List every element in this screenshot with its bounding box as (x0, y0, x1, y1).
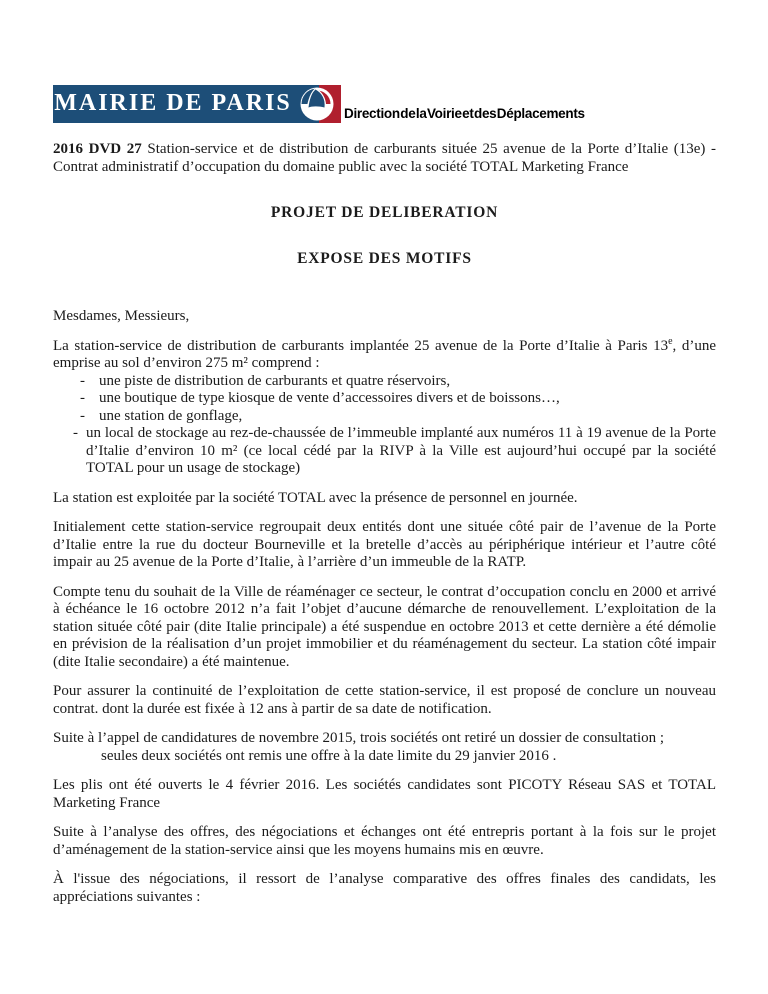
document-header (53, 85, 716, 123)
reference-line (53, 141, 716, 176)
bullet-text: une boutique de type kiosque de vente d’accessoires divers et de boissons…, (99, 390, 560, 406)
paragraph-candidatures (53, 730, 716, 765)
candidatures-line1: Suite à l’appel de candidatures de novembre 2015, trois sociétés ont retiré un dossier de consultation ; (53, 730, 665, 746)
bullet-dash: - (80, 407, 85, 424)
paragraph-analyse-offres: Suite à l’analyse des offres, des négociations et échanges ont été entrepris portant à la fois sur le projet d’aménagement de la station-service ainsi que les moyens humains mis en œuvre. (53, 824, 716, 858)
heading-expose-des-motifs: EXPOSE DES MOTIFS (297, 249, 472, 267)
paragraph-les-plis: Les plis ont été ouverts le 4 février 2016. Les sociétés candidates sont PICOTY Réseau SAS et TOTAL Marketing France (53, 777, 716, 811)
bullet-dash: - (80, 390, 85, 406)
paragraph-station-exploitee: La station est exploitée par la société TOTAL avec la présence de personnel en journée. (53, 489, 578, 506)
paragraph-issue-negociations: À l'issue des négociations, il ressort de l’analyse comparative des offres finales des candidats, les appréciations suivantes : (53, 871, 716, 905)
reference-subject: Station-service et de distribution de carburants située 25 avenue de la Porte d’Italie (13e) - Contrat administratif d’occupation du domaine public avec la société TOTAL Marketing France (53, 141, 717, 175)
heading-projet-de-deliberation: PROJET DE DELIBERATION (270, 204, 499, 221)
superscript-e: e (668, 335, 673, 347)
intro-text-after-sup: , d’une emprise au sol d’environ 275 m² comprend : (53, 337, 717, 371)
bullet-text: une station de gonflage, (99, 407, 243, 424)
bullet-dash: - (80, 372, 85, 389)
intro-text-before-sup: La station-service de distribution de carburants implantée 25 avenue de la Porte d’Italie à Paris 13 (53, 337, 669, 354)
bullet-text: un local de stockage au rez-de-chaussée de l’immeuble implanté aux numéros 11 à 19 avenue de la Porte d’Italie d’environ 10 m² (ce local cédé par la RIVP à la Ville est aujourd’hui occupé par la société TOTAL pour un usage de stockage) (86, 425, 716, 476)
paragraph-compte-tenu: Compte tenu du souhait de la Ville de réaménager ce secteur, le contrat d’occupation conclu en 2000 et arrivé à échéance le 16 octobre 2012 n’a fait l’objet d’aucune démarche de renouvellement. L’exploitation de la station située côté pair (dite Italie principale) a été suspendue en octobre 2013 et cette dernière a été démolie en prévision de la réalisation d’un projet immobilier et du réaménagement du secteur. La station côté impair (dite Italie secondaire) a été maintenue. (53, 583, 716, 670)
banner-title: MAIRIE DE PARIS (54, 90, 292, 117)
paris-logo-icon (293, 85, 341, 123)
bullet-item-local-stockage (53, 425, 716, 478)
mairie-banner (53, 85, 341, 123)
bullet-dash: - (73, 425, 78, 441)
paragraph-initialement: Initialement cette station-service regroupait deux entités dont une située côté pair de l’avenue de la Porte d’Italie entre la rue du docteur Bourneville et la bretelle d’accès au périphérique intérieur et l’autre côté impair au 25 avenue de la Porte d’Italie, à l’arrière d’un immeuble de la RATP. (53, 519, 716, 570)
bullet-list (53, 373, 716, 478)
paragraph-pour-assurer: Pour assurer la continuité de l’exploitation de cette station-service, il est proposé de conclure un nouveau contrat. dont la durée est fixée à 12 ans à partir de sa date de notification. (53, 683, 716, 717)
intro-paragraph (53, 335, 717, 373)
reference-number: 2016 DVD 27 (53, 141, 142, 157)
salutation: Mesdames, Messieurs, (53, 308, 190, 324)
candidatures-line2: seules deux sociétés ont remis une offre à la date limite du 29 janvier 2016 . (101, 747, 557, 764)
bullet-item-piste (53, 373, 716, 391)
bullet-item-boutique (53, 390, 716, 408)
bullet-item-gonflage (53, 408, 716, 426)
department-name: Direction de la Voirie et des Déplacements (344, 105, 585, 121)
bullet-text: une piste de distribution de carburants et quatre réservoirs, (99, 372, 451, 389)
